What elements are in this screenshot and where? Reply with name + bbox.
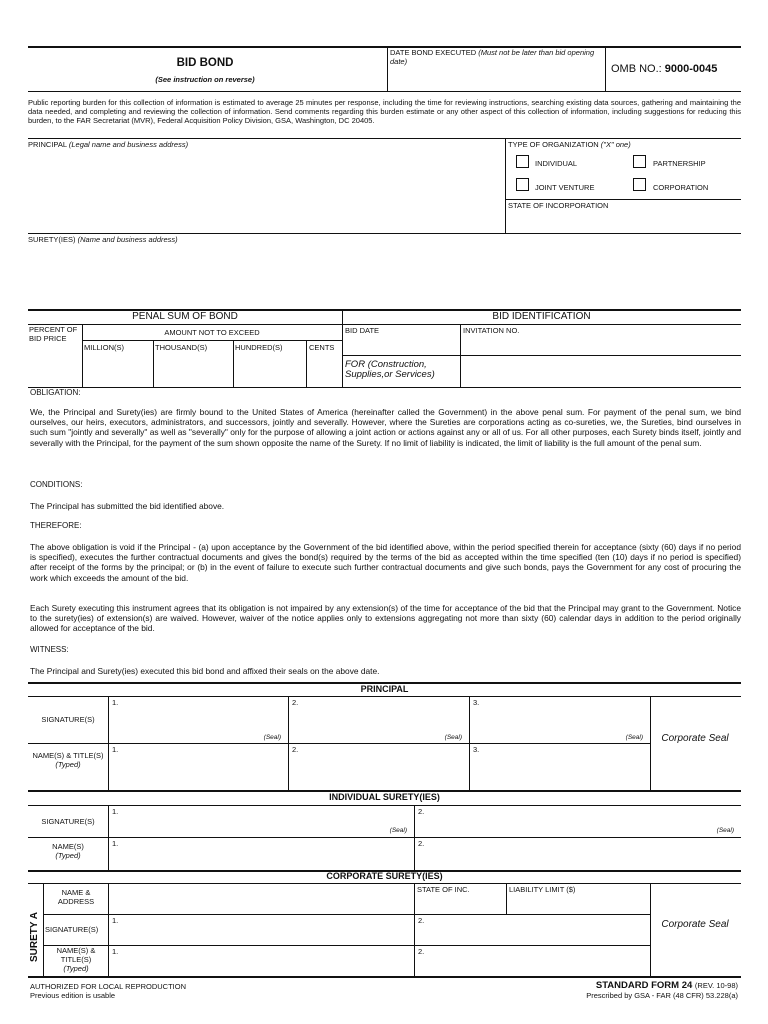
surety-signature-1[interactable]: 1. bbox=[112, 916, 119, 925]
hundreds-input[interactable] bbox=[234, 352, 305, 386]
millions-input[interactable] bbox=[83, 352, 152, 386]
individual-checkbox[interactable] bbox=[516, 155, 529, 168]
corporate-surety-title: CORPORATE SURETY(IES) bbox=[326, 871, 443, 881]
cents-label: CENTS bbox=[309, 343, 335, 352]
principal-signature-1[interactable]: 1. (Seal) bbox=[112, 698, 281, 741]
surety-a-side-label: SURETY A bbox=[29, 911, 40, 962]
omb-number: OMB NO.: 9000-0045 bbox=[611, 63, 718, 75]
individual-surety-title: INDIVIDUAL SURETY(IES) bbox=[329, 792, 440, 802]
principal-name-2[interactable]: 2. bbox=[292, 745, 299, 754]
previous-edition: Previous edition is usable bbox=[30, 991, 116, 1000]
date-executed-field[interactable] bbox=[390, 48, 605, 66]
percent-of-bid-label: PERCENT OF BID PRICE bbox=[29, 325, 78, 343]
for-construction-label: FOR (Construction, Supplies,or Services) bbox=[345, 359, 435, 380]
witness-text: The Principal and Surety(ies) executed this bid bond and affixed their seals on the above date. bbox=[30, 666, 380, 676]
liability-limit-field[interactable]: LIABILITY LIMIT ($) bbox=[509, 885, 576, 894]
standard-form-number: STANDARD FORM 24 (REV. 10-98) bbox=[595, 980, 738, 991]
principal-field[interactable] bbox=[28, 140, 498, 232]
therefore-text-2: Each Surety executing this instrument agrees that its obligation is not impaired by any extension(s) of the time for acceptance of the bid that the Principal may grant to the Government. Notice to the surety(ies) of extension(s) are waived. However, waiver of the notice applies only to extensions aggregating not more than sixty (60) calendar days in addition to the period originally allowed for acceptance of the bid. bbox=[30, 603, 741, 634]
individual-signature-1[interactable]: 1. (Seal) bbox=[112, 807, 407, 834]
principal-signature-3[interactable]: 3. (Seal) bbox=[473, 698, 643, 741]
surety-name-2[interactable]: 2. bbox=[418, 947, 425, 956]
principal-label: PRINCIPAL bbox=[28, 140, 67, 149]
surety-corporate-seal: Corporate Seal bbox=[661, 919, 729, 930]
seal-label: (Seal) bbox=[263, 734, 281, 741]
bid-date-field[interactable]: BID DATE bbox=[345, 326, 380, 335]
seal-label: (Seal) bbox=[389, 827, 407, 834]
therefore-heading: THEREFORE: bbox=[30, 521, 82, 530]
principal-section-title: PRINCIPAL bbox=[360, 684, 409, 694]
principal-name-1[interactable]: 1. bbox=[112, 745, 119, 754]
partnership-label: PARTNERSHIP bbox=[653, 159, 706, 168]
seal-label: (Seal) bbox=[444, 734, 462, 741]
individual-name-1[interactable]: 1. bbox=[112, 839, 119, 848]
principal-signature-2[interactable]: 2. (Seal) bbox=[292, 698, 462, 741]
surety-label: SURETY(IES) bbox=[28, 235, 76, 244]
date-executed-note: (Must not be later than bid opening date) bbox=[390, 48, 595, 66]
joint-venture-label: JOINT VENTURE bbox=[535, 183, 595, 192]
date-executed-label: DATE BOND EXECUTED bbox=[390, 48, 477, 57]
surety-name-1[interactable]: 1. bbox=[112, 947, 119, 956]
individual-signature-2[interactable]: 2. (Seal) bbox=[418, 807, 734, 834]
surety-note: (Name and business address) bbox=[77, 235, 178, 244]
principal-note: (Legal name and business address) bbox=[68, 140, 189, 149]
individual-names-label: NAME(S) (Typed) bbox=[52, 842, 84, 860]
corporation-checkbox[interactable] bbox=[633, 178, 646, 191]
witness-heading: WITNESS: bbox=[30, 645, 69, 654]
thousands-input[interactable] bbox=[154, 352, 232, 386]
surety-signature-label: SIGNATURE(S) bbox=[45, 925, 99, 934]
hundreds-label: HUNDRED(S) bbox=[235, 343, 283, 352]
therefore-text-1: The above obligation is void if the Principal - (a) upon acceptance by the Government of the bid identified above, within the period specified therein for acceptance (sixty (60) days if no period is specified), executes the further contractual documents and gives the bond(s) required by the terms of the bid as accepted within the time specified (ten (10) days if no period is specified) after receipt of the forms by the principal; or (b) in the event of failure to execute such further contractual documents and give such bonds, pays the Government for any cost of procuring the work which exceeds the amount of the bid. bbox=[30, 542, 741, 583]
prescribed-by: Prescribed by GSA - FAR (48 CFR) 53.228(a) bbox=[586, 991, 738, 1000]
principal-name-3[interactable]: 3. bbox=[473, 745, 480, 754]
authorized-reproduction: AUTHORIZED FOR LOCAL REPRODUCTION bbox=[30, 982, 186, 991]
bid-identification-title: BID IDENTIFICATION bbox=[492, 311, 591, 322]
principal-signature-label: SIGNATURE(S) bbox=[41, 715, 95, 724]
seal-label: (Seal) bbox=[625, 734, 643, 741]
state-of-incorporation-field[interactable]: STATE OF INCORPORATION bbox=[508, 201, 609, 210]
millions-label: MILLION(S) bbox=[84, 343, 125, 352]
individual-label: INDIVIDUAL bbox=[535, 159, 578, 168]
obligation-text: We, the Principal and Surety(ies) are firmly bound to the United States of America (hereinafter called the Government) in the above penal sum. For payment of the penal sum, we bind ourselves, our heirs, executors, administrators, and successors, jointly and severally. However, where the Sureties are corporations acting as co-sureties, we, the Sureties, bind ourselves in such sum "jointly and severally" as well as "severally" only for the purpose of allowing a joint action or actions against any or all of us. For all other purposes, each Surety binds itself, jointly and severally with the Principal, for the payment of the sum shown opposite the name of the Surety. If no limit of liability is indicated, the limit of liability is the full amount of the penal sum. bbox=[30, 407, 741, 448]
surety-name-address-input[interactable] bbox=[109, 884, 413, 913]
surety-name-address-label: NAME & ADDRESS bbox=[57, 888, 95, 906]
seal-label: (Seal) bbox=[716, 827, 734, 834]
organization-type: TYPE OF ORGANIZATION ("X" one) bbox=[508, 140, 631, 149]
principal-names-label: NAME(S) & TITLE(S) (Typed) bbox=[32, 751, 104, 769]
burden-statement: Public reporting burden for this collection of information is estimated to average 25 minutes per response, including the time for reviewing instructions, searching existing data sources, gathering and maintaining the data needed, and completing and reviewing the collection of information. Send comments regarding this burden estimate or any other aspect of this collection of information, including suggestions for reducing this burden, to the FAR Secretariat (MVR), Federal Acquisition Policy Division, GSA, Washington, DC 20405. bbox=[28, 98, 741, 125]
joint-venture-checkbox[interactable] bbox=[516, 178, 529, 191]
corporation-label: CORPORATION bbox=[653, 183, 709, 192]
individual-name-2[interactable]: 2. bbox=[418, 839, 425, 848]
form-subtitle: (See instruction on reverse) bbox=[155, 75, 255, 84]
invitation-no-field[interactable]: INVITATION NO. bbox=[463, 326, 520, 335]
for-services-input[interactable] bbox=[462, 357, 740, 386]
conditions-text: The Principal has submitted the bid identified above. bbox=[30, 501, 225, 511]
thousands-label: THOUSAND(S) bbox=[155, 343, 208, 352]
penal-sum-title: PENAL SUM OF BOND bbox=[132, 311, 238, 322]
cents-input[interactable] bbox=[307, 352, 341, 386]
form-title: BID BOND bbox=[176, 57, 234, 69]
partnership-checkbox[interactable] bbox=[633, 155, 646, 168]
conditions-heading: CONDITIONS: bbox=[30, 480, 83, 489]
obligation-heading: OBLIGATION: bbox=[30, 388, 81, 397]
surety-signature-2[interactable]: 2. bbox=[418, 916, 425, 925]
percent-input[interactable] bbox=[29, 352, 81, 386]
surety-names-label: NAME(S) & TITLE(S) (Typed) bbox=[56, 946, 96, 973]
surety-field[interactable] bbox=[28, 235, 738, 305]
individual-signature-label: SIGNATURE(S) bbox=[41, 817, 95, 826]
amount-not-to-exceed-label: AMOUNT NOT TO EXCEED bbox=[164, 328, 260, 337]
principal-corporate-seal: Corporate Seal bbox=[661, 733, 729, 744]
state-of-inc-field[interactable]: STATE OF INC. bbox=[417, 885, 470, 894]
